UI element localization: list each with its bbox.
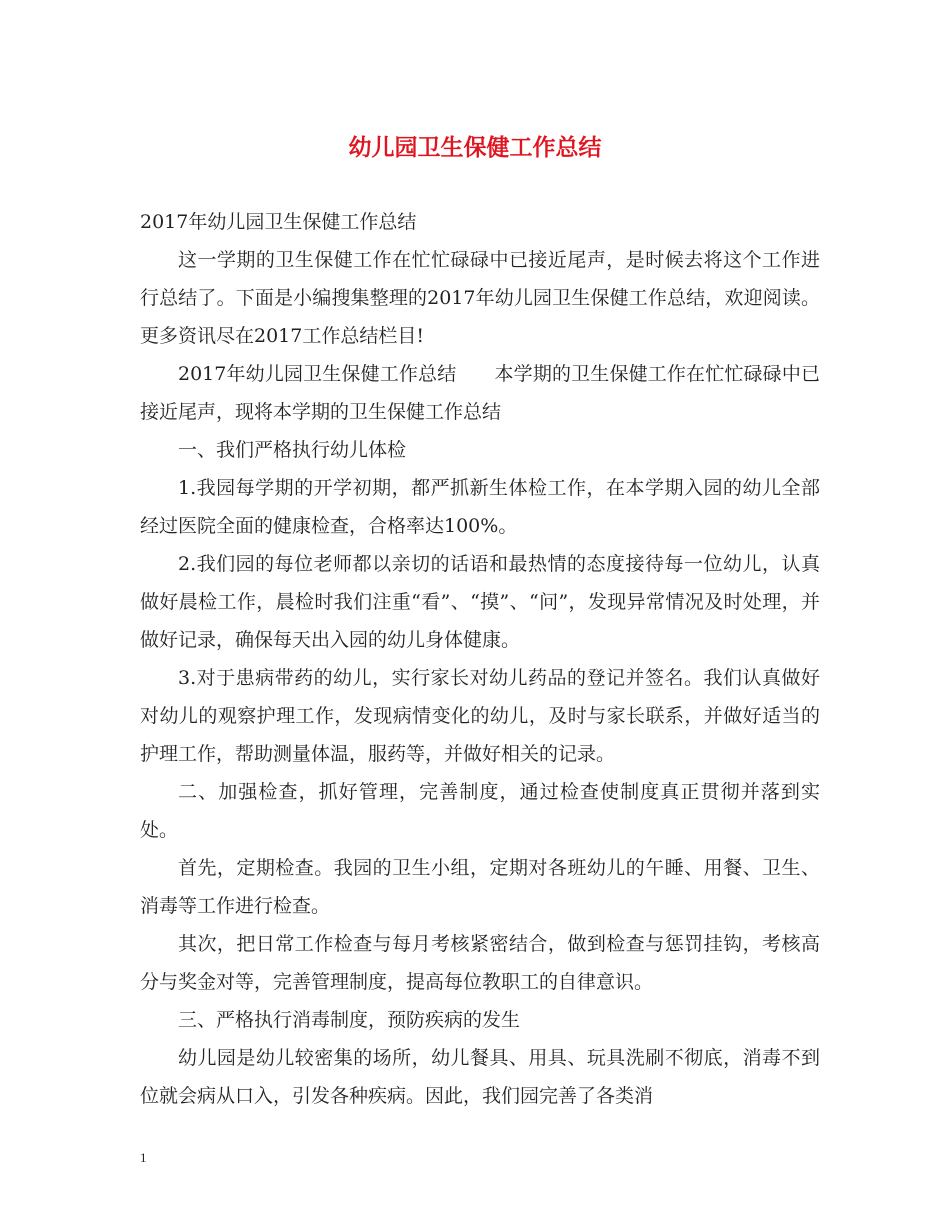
section-heading-2: 二、加强检查，抓好管理，完善制度，通过检查使制度真正贯彻并落到实处。 — [140, 781, 820, 841]
section-heading-3: 三、严格执行消毒制度，预防疾病的发生 — [178, 1009, 521, 1031]
paragraph-item-1: 1.我园每学期的开学初期，都严抓新生体检工作，在本学期入园的幼儿全部经过医院全面的健康检查，合格率达100%。 — [140, 477, 820, 537]
section-heading-1: 一、我们严格执行幼儿体检 — [178, 439, 407, 461]
paragraph-1: 这一学期的卫生保健工作在忙忙碌碌中已接近尾声，是时候去将这个工作进行总结了。下面是小编搜集整理的2017年幼儿园卫生保健工作总结，欢迎阅读。更多资讯尽在2017工作总结栏目! — [140, 249, 820, 347]
intro-heading: 2017年幼儿园卫生保健工作总结 — [178, 363, 457, 385]
document-body — [140, 203, 820, 1115]
document-title: 幼儿园卫生保健工作总结 — [348, 134, 602, 161]
document-subtitle: 2017年幼儿园卫生保健工作总结 — [140, 211, 417, 233]
paragraph-first: 首先，定期检查。我园的卫生小组，定期对各班幼儿的午睡、用餐、卫生、消毒等工作进行检查。 — [140, 857, 820, 917]
paragraph-2 — [140, 355, 820, 431]
intro-body: 本学期的卫生保健工作在忙忙碌碌中已接近尾声，现将本学期的卫生保健工作总结 — [140, 363, 820, 423]
paragraph-item-2: 2.我们园的每位老师都以亲切的话语和最热情的态度接待每一位幼儿，认真做好晨检工作，晨检时我们注重“看”、“摸”、“问”，发现异常情况及时处理，并做好记录，确保每天出入园的幼儿身体健康。 — [140, 553, 820, 651]
paragraph-item-3: 3.对于患病带药的幼儿，实行家长对幼儿药品的登记并签名。我们认真做好对幼儿的观察护理工作，发现病情变化的幼儿，及时与家长联系，并做好适当的护理工作，帮助测量体温，服药等，并做好相关的记录。 — [140, 667, 820, 765]
page-number: 1 — [140, 1150, 147, 1165]
paragraph-disinfection: 幼儿园是幼儿较密集的场所，幼儿餐具、用具、玩具洗刷不彻底，消毒不到位就会病从口入，引发各种疾病。因此，我们园完善了各类消 — [140, 1047, 820, 1107]
paragraph-second: 其次，把日常工作检查与每月考核紧密结合，做到检查与惩罚挂钩，考核高分与奖金对等，完善管理制度，提高每位教职工的自律意识。 — [140, 933, 820, 993]
